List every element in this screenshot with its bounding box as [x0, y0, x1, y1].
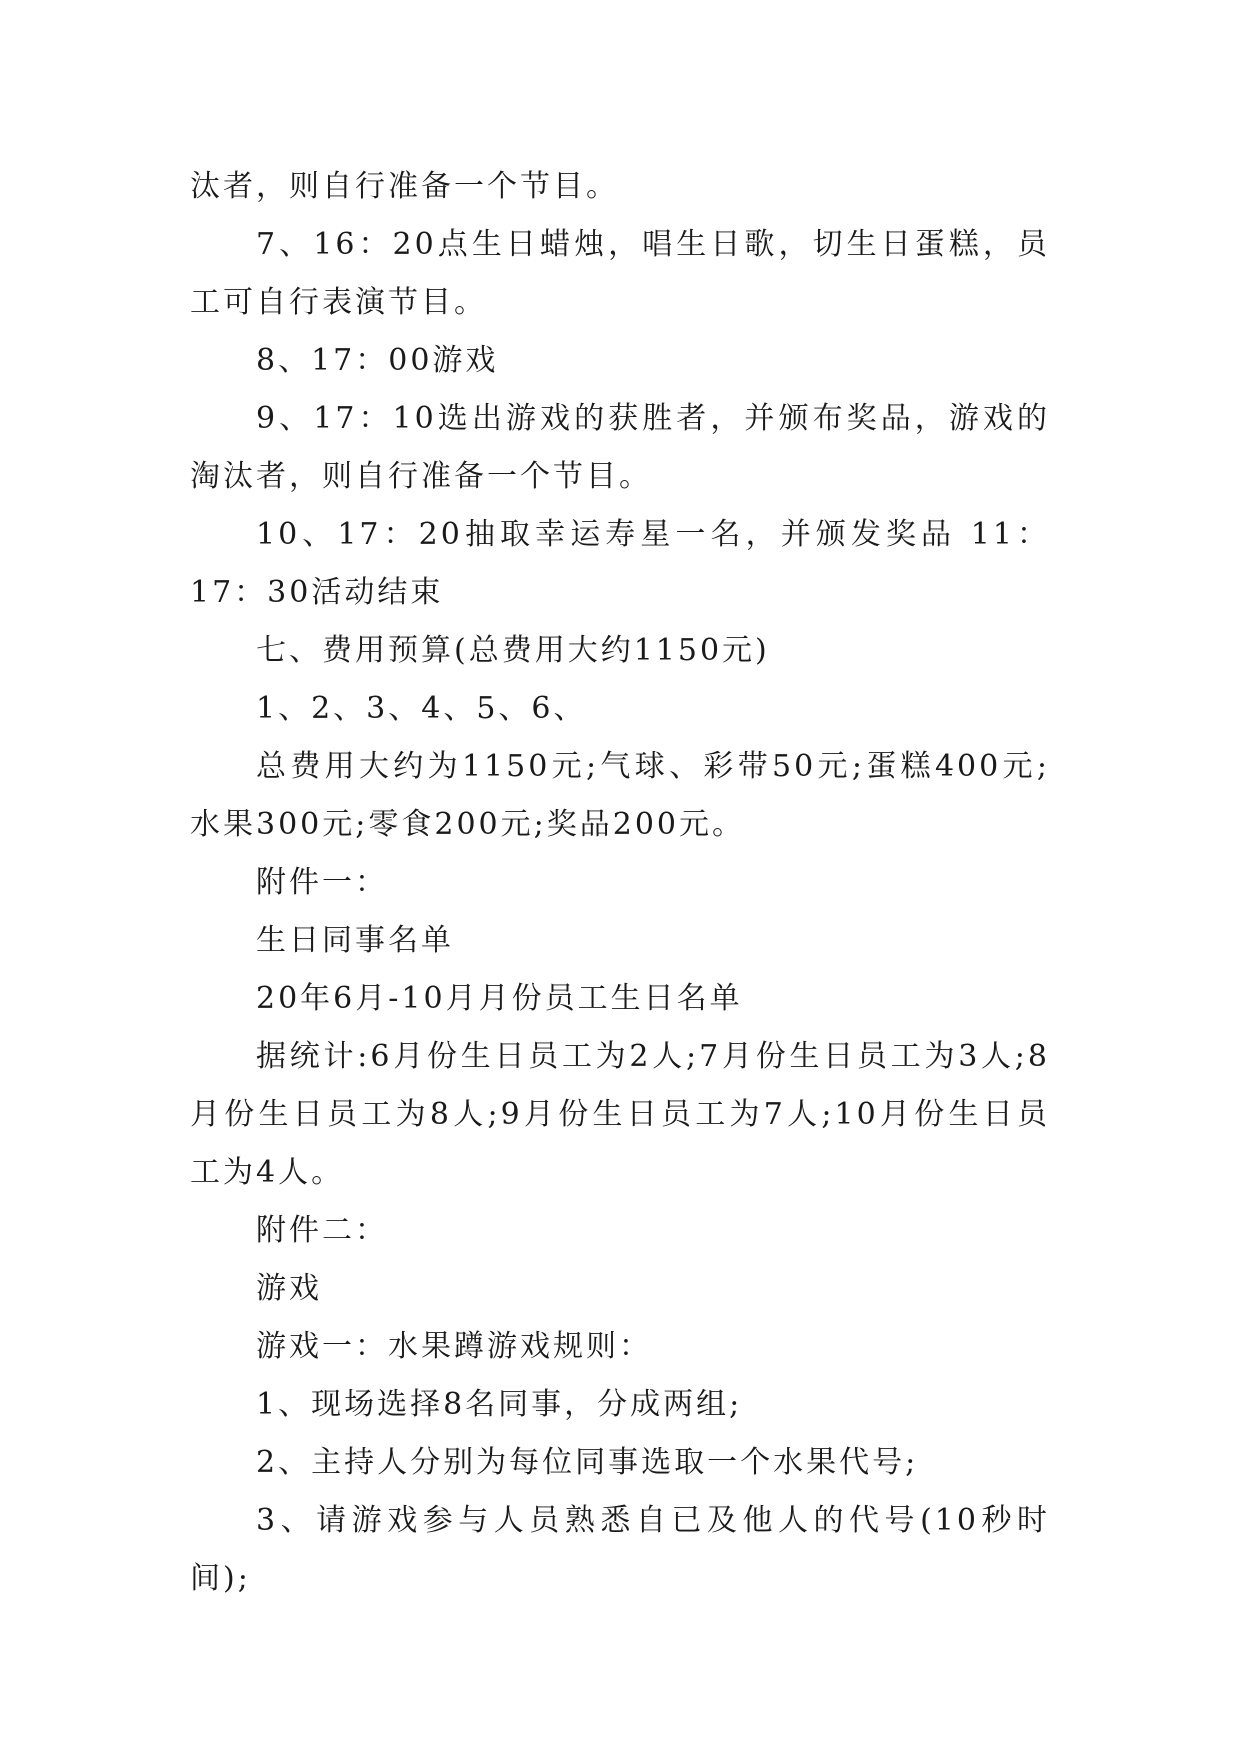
- paragraph: 游戏: [256, 1271, 322, 1306]
- list-item: 1、现场选择8名同事，分成两组;: [256, 1387, 743, 1422]
- paragraph: 20年6月-10月月份员工生日名单: [256, 981, 743, 1016]
- list-item: 2、主持人分别为每位同事选取一个水果代号;: [256, 1445, 919, 1480]
- attachment-heading: 附件二：: [256, 1213, 388, 1248]
- paragraph: 汰者，则自行准备一个节目。: [190, 169, 619, 204]
- paragraph: 8、17：00游戏: [256, 343, 499, 378]
- paragraph: 总费用大约为1150元;气球、彩带50元;蛋糕400元;水果300元;零食200元;奖品200元。: [190, 749, 1050, 842]
- attachment-heading: 附件一：: [256, 865, 388, 900]
- section-heading: 七、费用预算(总费用大约1150元): [256, 633, 770, 668]
- paragraph: 10、17：20抽取幸运寿星一名，并颁发奖品 11：17：30活动结束: [190, 517, 1050, 610]
- paragraph: 1、2、3、4、5、6、: [256, 691, 587, 726]
- paragraph: 生日同事名单: [256, 923, 454, 958]
- paragraph: 据统计:6月份生日员工为2人;7月份生日员工为3人;8月份生日员工为8人;9月份生日员工为7人;10月份生日员工为4人。: [190, 1039, 1050, 1190]
- paragraph: 7、16：20点生日蜡烛，唱生日歌，切生日蛋糕，员工可自行表演节目。: [190, 227, 1050, 320]
- list-item: 3、请游戏参与人员熟悉自已及他人的代号(10秒时间);: [190, 1503, 1050, 1596]
- document-body: [190, 158, 1050, 1608]
- paragraph: 9、17：10选出游戏的获胜者，并颁布奖品，游戏的淘汰者，则自行准备一个节目。: [190, 401, 1050, 494]
- paragraph: 游戏一：水果蹲游戏规则：: [256, 1329, 652, 1364]
